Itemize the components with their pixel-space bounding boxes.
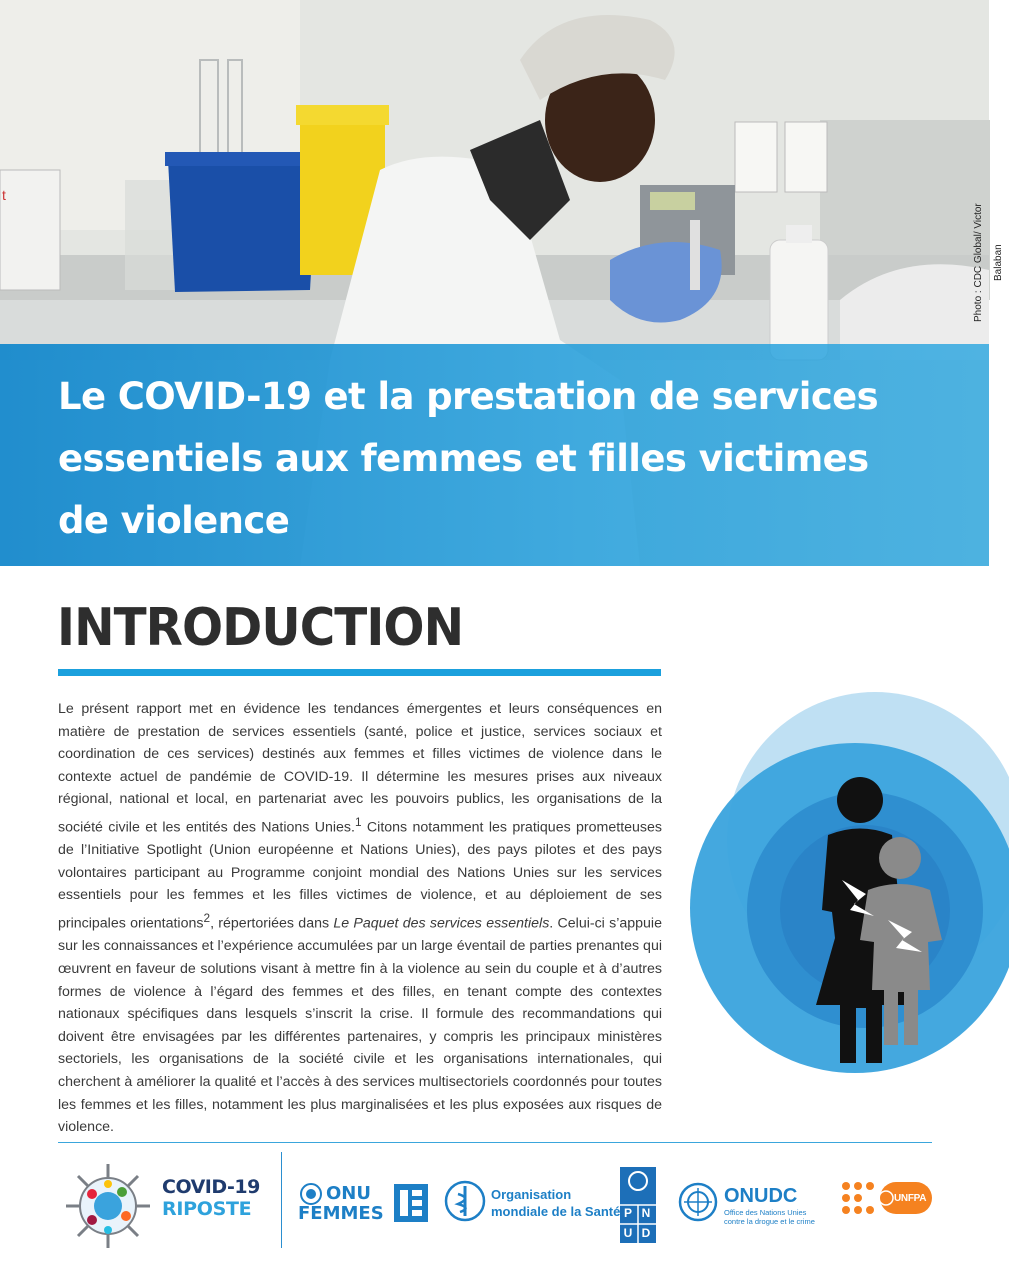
- paragraph-text: Le présent rapport met en évidence les tendances émergentes et leurs conséquences en matière de prestation de services essentiels (santé, police et justice, services sociaux et coordination de ces services) destinés aux femmes et filles victimes de violence dans le contexte actuel de pandémie de COVID-19. Il détermine les mesures prises aux niveaux régional, national et local, en partenariat avec les pouvoirs publics, les organisations de la société civile et les entités des Nations Unies.: [58, 701, 662, 836]
- pnud-letter: U: [623, 1226, 633, 1240]
- oms-line: Organisation: [491, 1187, 572, 1202]
- un-emblem-icon: [678, 1182, 718, 1222]
- heading-underline: [58, 669, 661, 676]
- pnud-letter: D: [641, 1226, 651, 1240]
- onudc-subtitle: Office des Nations Unies: [724, 1208, 807, 1217]
- un-emblem-icon: [300, 1183, 322, 1205]
- footer-divider: [281, 1152, 282, 1248]
- footnote-ref[interactable]: 1: [354, 814, 362, 829]
- footer-rule: [58, 1142, 932, 1143]
- pnud-letter: P: [623, 1206, 632, 1220]
- title-line: Le COVID-19 et la prestation de services: [58, 375, 879, 418]
- onu-femmes-line: FEMMES: [298, 1203, 384, 1224]
- paragraph-text: , répertoriées dans: [210, 915, 334, 932]
- onu-femmes-line: ONU: [326, 1183, 371, 1204]
- photo-credit: Photo : CDC Global/ Victor Balaban: [973, 203, 1004, 323]
- paragraph-text: . Celui-ci s’appuie sur les connaissances et l’expérience accumulées par un large éventail de parties prenantes qui œuvrent en faveur de solutions visant à mettre fin à la violence au sein du couple et à d’autres formes de violence à l’égard des femmes et des filles, en tenant compte des contextes nationaux spécifiques dans lesquels s’inscrit la crise. Il formule des recommandations qui doivent être envisagées par les différentes partenaires, y compris les principaux ministères sectoriels, les organisations de la société civile et les organisations internationales, qui cherchent à améliorer la qualité et l’accès à des services multisectoriels coordonnés pour toutes les femmes et les filles, notamment les plus marginalisées et les plus exposées aux risques de violence.: [58, 915, 662, 1136]
- covid-virus-logo-icon: [62, 1160, 154, 1252]
- introduction-paragraph: [58, 698, 662, 1139]
- publication-title: Le Paquet des services essentiels: [333, 915, 550, 932]
- oms-line: mondiale de la Santé: [491, 1204, 621, 1219]
- onu-femmes-symbol-icon: [394, 1184, 428, 1222]
- section-heading: INTRODUCTION: [57, 598, 464, 658]
- unfpa-label: UNFPA: [894, 1193, 927, 1204]
- paragraph-text: Citons notamment les pratiques prometteuses de l’Initiative Spotlight (Union européenne et Nations Unies), des pays pilotes et des pays volontaires participant au Programme conjoint mondial des Nations Unies sur les services essentiels pour les femmes et les filles victimes de violence, et au déploiement de ses principales orientations: [58, 819, 662, 932]
- onudc-subtitle: contre la drogue et le crime: [724, 1217, 815, 1226]
- title-line: de violence: [58, 499, 290, 542]
- woman-and-girl-illustration: [690, 690, 989, 1110]
- who-emblem-icon: [444, 1180, 486, 1222]
- pnud-letter: N: [641, 1206, 651, 1220]
- svg-text:t: t: [2, 187, 6, 203]
- title-line: essentiels aux femmes et filles victimes: [58, 437, 869, 480]
- covid-logo-line: COVID-19: [162, 1176, 260, 1198]
- onudc-name: ONUDC: [724, 1185, 798, 1207]
- covid-logo-line: RIPOSTE: [162, 1198, 252, 1220]
- footnote-ref[interactable]: 2: [203, 911, 211, 926]
- page-title: [58, 366, 948, 552]
